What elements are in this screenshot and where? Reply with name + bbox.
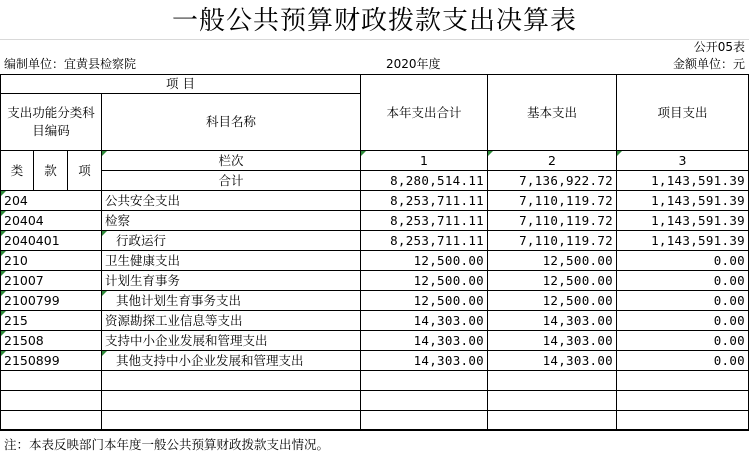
row-basic: 14,303.00 xyxy=(488,351,617,371)
header-name: 科目名称 xyxy=(102,94,361,151)
table-row xyxy=(1,251,749,271)
row-basic: 12,500.00 xyxy=(488,271,617,291)
row-basic: 14,303.00 xyxy=(488,331,617,351)
row-total: 14,303.00 xyxy=(361,351,488,371)
row-basic: 7,110,119.72 xyxy=(488,211,617,231)
form-code: 公开05表 xyxy=(693,40,745,54)
table-row xyxy=(1,191,749,211)
row-total: 8,253,711.11 xyxy=(361,231,488,251)
row-name: 行政运行 xyxy=(102,231,361,251)
header-total: 本年支出合计 xyxy=(361,75,488,151)
row-project: 0.00 xyxy=(617,291,749,311)
row-name: 检察 xyxy=(102,211,361,231)
org-label: 编制单位：宜黄县检察院 xyxy=(4,57,137,71)
table-row xyxy=(1,331,749,351)
header-xiang: 项 xyxy=(68,151,102,191)
row-total: 12,500.00 xyxy=(361,271,488,291)
year-label: 2020年度 xyxy=(386,57,441,71)
header-item: 项 目 xyxy=(1,75,361,94)
row-name: 卫生健康支出 xyxy=(102,251,361,271)
expenditure-table xyxy=(0,74,749,431)
table-row xyxy=(1,231,749,251)
row-project: 0.00 xyxy=(617,311,749,331)
table-row xyxy=(1,291,749,311)
row-code: 20404 xyxy=(1,211,102,231)
row-project: 1,143,591.39 xyxy=(617,231,749,251)
row-total: 14,303.00 xyxy=(361,331,488,351)
row-name: 公共安全支出 xyxy=(102,191,361,211)
row-basic: 14,303.00 xyxy=(488,311,617,331)
row-total: 8,253,711.11 xyxy=(361,191,488,211)
row-name: 计划生育事务 xyxy=(102,271,361,291)
unit-label: 金额单位：元 xyxy=(672,57,745,71)
row-basic: 7,110,119.72 xyxy=(488,231,617,251)
row-total: 8,253,711.11 xyxy=(361,211,488,231)
row-name: 其他计划生育事务支出 xyxy=(102,291,361,311)
row-name: 资源勘探工业信息等支出 xyxy=(102,311,361,331)
row-code: 210 xyxy=(1,251,102,271)
row-name: 支持中小企业发展和管理支出 xyxy=(102,331,361,351)
row-total: 12,500.00 xyxy=(361,291,488,311)
header-lei: 类 xyxy=(1,151,34,191)
row-project: 0.00 xyxy=(617,251,749,271)
empty-row xyxy=(1,391,749,411)
table-row xyxy=(1,351,749,371)
table-row xyxy=(1,311,749,331)
row-code: 2040401 xyxy=(1,231,102,251)
report-title: 一般公共预算财政拨款支出决算表 xyxy=(171,6,577,36)
empty-row xyxy=(1,371,749,391)
header-n1: 1 xyxy=(361,151,488,171)
total-sum: 8,280,514.11 xyxy=(361,171,488,191)
row-code: 2150899 xyxy=(1,351,102,371)
header-code: 支出功能分类科目编码 xyxy=(1,94,102,151)
title-divider xyxy=(0,39,749,40)
row-basic: 7,110,119.72 xyxy=(488,191,617,211)
row-code: 21007 xyxy=(1,271,102,291)
table-row xyxy=(1,271,749,291)
header-seq: 栏次 xyxy=(102,151,361,171)
row-project: 0.00 xyxy=(617,331,749,351)
footnote: 注：本表反映部门本年度一般公共预算财政拨款支出情况。 xyxy=(0,429,749,459)
header-kuan: 款 xyxy=(34,151,68,191)
total-basic: 7,136,922.72 xyxy=(488,171,617,191)
row-code: 215 xyxy=(1,311,102,331)
row-total: 12,500.00 xyxy=(361,251,488,271)
row-code: 21508 xyxy=(1,331,102,351)
header-n2: 2 xyxy=(488,151,617,171)
header-project: 项目支出 xyxy=(617,75,749,151)
header-n3: 3 xyxy=(617,151,749,171)
total-project: 1,143,591.39 xyxy=(617,171,749,191)
empty-row xyxy=(1,411,749,431)
row-project: 1,143,591.39 xyxy=(617,211,749,231)
row-code: 2100799 xyxy=(1,291,102,311)
row-project: 0.00 xyxy=(617,351,749,371)
row-project: 0.00 xyxy=(617,271,749,291)
row-basic: 12,500.00 xyxy=(488,291,617,311)
total-label: 合计 xyxy=(102,171,361,191)
table-row xyxy=(1,211,749,231)
row-code: 204 xyxy=(1,191,102,211)
row-name: 其他支持中小企业发展和管理支出 xyxy=(102,351,361,371)
row-basic: 12,500.00 xyxy=(488,251,617,271)
row-total: 14,303.00 xyxy=(361,311,488,331)
header-basic: 基本支出 xyxy=(488,75,617,151)
row-project: 1,143,591.39 xyxy=(617,191,749,211)
